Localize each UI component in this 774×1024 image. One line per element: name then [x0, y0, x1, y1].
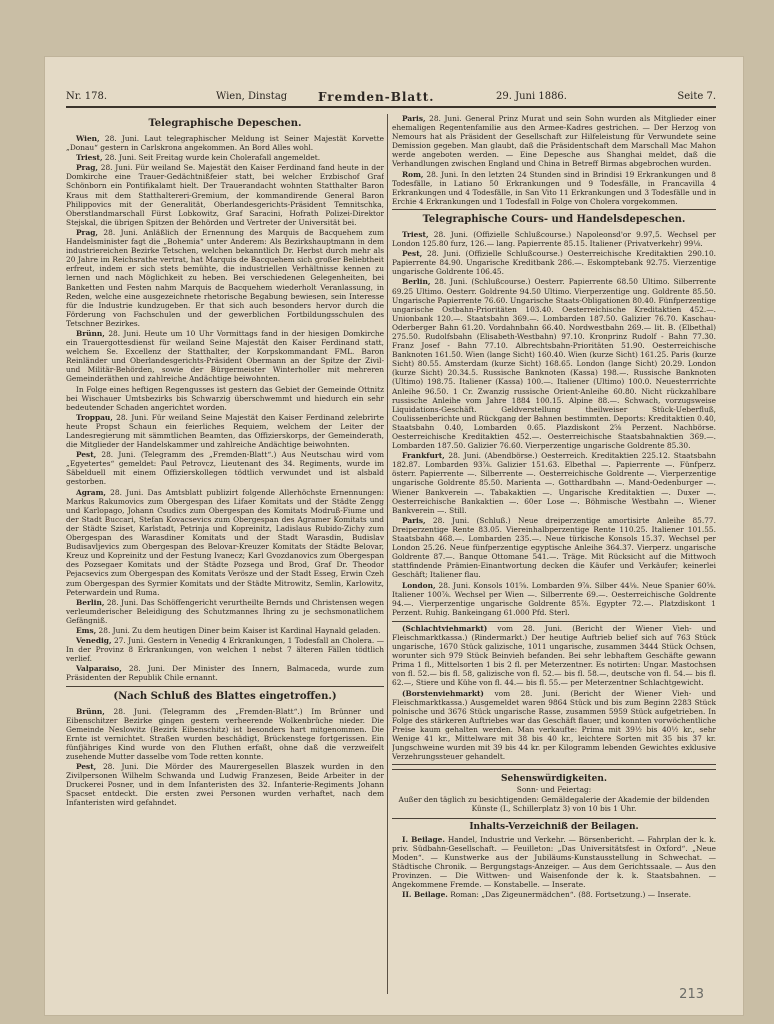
telegram-item — [66, 636, 384, 663]
late-news-list — [66, 707, 384, 808]
late-news-item — [66, 707, 384, 762]
article-text: 28. Juni. (Offizielle Schlußcourse.) Napoleonsd'or 9.97,5. Wechsel per London 125.80 furz, 126.— lang. Papierrente 85.15. Italiener (Privatverkehr) 99⅛. — [392, 229, 716, 249]
section-title-markets: Telegraphische Cours- und Handelsdepeschen. — [392, 209, 716, 226]
dateline: Valparaiso, — [76, 664, 122, 674]
article-text: 28. Juni. Seit Freitag wurde kein Cholerafall angemeldet. — [102, 153, 321, 163]
article-text: 28. Juni. Heute um 10 Uhr Vormittags fand in der hiesigen Domkirche ein Trauergottesdienst für weiland Seine Majestät den Kaiser Ferdinand statt, welchem Se. Excellenz der Statthalter, der Korpskommandant FML. Baron Reinländer und Oberlandesgerichts-Präsident Obermann an der Spitze der Zivil- und Militär-Behörden, sowie der Bürgermeister Winterholler mit mehreren Gemeinderäthen und zahlreiche Andächtige beiwohnten. — [66, 328, 384, 384]
column-divider — [387, 114, 388, 994]
page-number: Seite 7. — [677, 91, 716, 102]
article-text: 28. Juni. (Abendbörse.) Oesterreich. Kreditaktien 225.12. Staatsbahn 182.87. Lombarden 93⅞. Galizier 151.63. Elbethal —. Papierrente —. Fünfperz. österr. Papierrente —. Silberrente —. Oesterreichische Goldrente —. Vierperzentige ungarische Goldrente 85.50. Marienta —. Gotthardbahn —. Mand-Oedenburger —. Wiener Bankverein —. Tabakaktien —. Ungarische Kreditaktien —. Duxer —. Oesterreichische Bankaktien —. 60er Lose —. Böhmische Westbahn —. Wiener Bankverein —. Still. — [392, 451, 716, 515]
dateline: Pest, — [402, 249, 423, 259]
right-column — [392, 114, 716, 994]
city-day: Wien, Dinstag — [216, 91, 288, 102]
article-text: 28. Juni. Konsols 101⅝. Lombarden 9⅞. Silber 44⅛. Neue Spanier 60⅝. Italiener 100⅞. Wechsel per Wien —. Silberrente 69.—. Oesterreichische Goldrente 94.—. Vierperzentige ungarische Goldrente 85⅞. Egypter 72.—. Platzdiskont 1 Perzent. Ruhig. Bankeingang 61.000 Pfd. Sterl. — [392, 580, 716, 617]
market-report-item — [392, 581, 716, 617]
late-news-item — [66, 762, 384, 807]
telegram-item — [66, 413, 384, 449]
dateline: Paris, — [402, 515, 426, 525]
sights-box — [392, 769, 716, 819]
telegram-item — [66, 664, 384, 682]
telegram-item — [66, 450, 384, 486]
dateline: Frankfurt, — [402, 451, 445, 461]
article-text: 28. Juni. Laut telegraphischer Meldung ist Seiner Majestät Korvette „Donau“ gestern in Carlskrona angekommen. An Bord Alles wohl. — [66, 134, 384, 153]
market-report-item — [392, 516, 716, 580]
telegram-item — [66, 598, 384, 625]
telegram-item — [66, 163, 384, 227]
article-text: 28. Juni. Für weiland Seine Majestät den Kaiser Ferdinand zelebrirte heute Propst Schaun ein feierliches Requiem, welchem der Leiter der Landesregierung mit sämmtlichen Beamten, das Offizierskorps, der Gemeinderath, die Mitglieder der Handelskammer und zahlreiche Andächtige beiwohnten. — [66, 412, 384, 450]
dateline: Brünn, — [76, 328, 105, 338]
market-report-item — [392, 277, 716, 450]
cattle-market-box — [392, 621, 716, 765]
dateline: Berlin, — [402, 277, 431, 287]
article-text: 28. Juni. Das Schöffengericht verurtheilte Bernds und Christensen wegen verleumderischer Beleidigung des Schutzmannes Ihring zu je sechsmonatlichem Gefängniß. — [66, 597, 384, 625]
dateline: Paris, — [402, 114, 426, 123]
section-title-telegrams: Telegraphische Depeschen. — [148, 118, 302, 129]
article-text: Handel, Industrie und Verkehr. — Börsenbericht. — Fahrplan der k. k. priv. Südbahn-Gesellschaft. — Feuilleton: „Das Universitätsfest in Oxford“. „Neue Moden“. — Kunstwerke aus der Jubiläums-Kunstausstellung in Schwechat. — Städtische Chronik. — Bergungstags-Anzeiger. — Aus dem Gerichtssaale. — Aus den Provinzen. — Die Wittwen- und Waisenfonde der k. k. Staatsbahnen. — Angekommene Fremde. — Konstabelle. — Inserate. — [392, 834, 716, 890]
telegram-list-continued — [392, 114, 716, 206]
dateline: Triest, — [402, 229, 429, 239]
article-text: Roman: „Das Zigeunermädchen“. (88. Fortsetzung.) — Inserate. — [447, 890, 691, 900]
sights-title: Sehenswürdigkeiten. — [500, 774, 608, 785]
dateline: I. Beilage. — [402, 834, 445, 844]
article-text: 28. Juni. Für weiland Se. Majestät den Kaiser Ferdinand fand heute in der Domkirche eine Trauer-Gedächtnißfeier statt, bei welcher Erzbischof Graf Schönborn ein Pontifikalamt hielt. Der Trauerandacht wohnten Statthalter Baron Kraus mit dem Statthaltereri-Gremium, der kommandirende General Baron Philippovics mit der Generalität, Oberlandesgerichts-Präsident Temnitschka, Oberstlandmarschall Fürst Lobkowitz, Graf Saracini, Hofrath Polizei-Direktor Stejskal, die übrigen Spitzen der Behörden und Vertreter der Universität bei. — [66, 163, 384, 227]
dateline: Troppau, — [76, 412, 113, 422]
telegram-item — [66, 134, 384, 152]
telegram-item — [392, 170, 716, 206]
dateline: Berlin, — [76, 597, 105, 607]
market-report-item — [392, 230, 716, 248]
late-news-title: (Nach Schluß des Blattes eingetroffen.) — [66, 686, 384, 703]
newspaper-page — [44, 56, 744, 1016]
telegram-item — [66, 385, 384, 412]
cattle-market-item — [392, 624, 716, 688]
page-header — [66, 90, 716, 108]
issue-date: 29. Juni 1886. — [496, 91, 567, 102]
left-column — [66, 114, 384, 994]
article-text: 28. Juni. (Offizielle Schlußcourse.) Oesterreichische Kreditaktien 290.10. Papierrente 84.90. Ungarische Kreditbank 286.—. Eskomptebank 92.75. Vierzentige ungarische Goldrente 106.45. — [392, 249, 716, 277]
dateline: Triest, — [76, 153, 103, 163]
issue-number: Nr. 178. — [66, 91, 108, 102]
article-text: 28. Juni. Das Amtsblatt publizirt folgende Allerhöchste Ernennungen: Markus Rakumovics zum Obergespan des Lifaer Komitats und der Städte Zengg und Karlopago, Johann Csudics zum Obergespan des Komitats Modruß-Fiume und der Stadt Buccari, Stefan Kovacsevics zum Obergespan des Agramer Komitats und der Städte Sziset, Karlstadt, Petrinja und Kopreinitz, Ladislaus Rubido-Zichy zum Obergespan des Warasdiner Komitats und der Stadt Warasdin, Budislav Budisavljevics zum Obergespan des Belovar-Kreuzer Komitats der Städte Belovar, Kreuz und Kopreinitz und der Festung Ivanecz; Karl Gvozdanovics zum Obergespan des Pozsegaer Komitats und der Städte Pozsega und Brod, Graf Dr. Theodor Pejacsevics zum Obergespan des Komitats Verösze und der Stadt Esseg, Erwin Czeh zum Obergespan des Syrmier Komitats und der Städte Mitrowitz, Semlin, Karlowitz, Peterwardein und Ruma. — [66, 487, 384, 597]
article-text: 28. Juni. (Schlußcourse.) Oesterr. Papierrente 68.50 Ultimo. Silberrente 69.25 Ultimo. Oesterr. Goldrente 94.50 Ultimo. Vierperzentige ung. Goldrente 85.50. Ungarische Papierrente 76.60. Ungarische Staats-Obligationen 80.40. Fünfperzentige ungarische Ostbahn-Prioritäten 103.40. Oesterreichische Kreditaktien 452.—. Unionbank 120.—. Staatsbahn 369.—. Lombarden 187.50. Galizier 76.70. Kaschau-Oderberger Bahn 61.20. Vordahnbahn 66.40. Nordwestbahn 269.— lit. B. (Elbethal) 275.50. Rudolfsbahn (Elisabeth-Westbahn) 97.10. Kronprinz Rudolf - Bahn 77.30. Franz Josef - Bahn 77.10. Albrechtsbahn-Prioritäten 51.90. Oesterreichische Banknoten 161.50. Wien (lange Sicht) 160.40. Wien (kurze Sicht) 161.25. Paris (kurze Sicht) 80.55. Amsterdam (kurze Sicht) 168.65. London (lange Sicht) 20.29. London (kurze Sicht) 20.34.5. Russische Banknoten (Kassa) 198.—. Russische Banknoten (Ultimo) 198.75. Italiener (Kassa) 100.—. Italiener (Ultimo) 100.0. Neuesterrrichte Anleihe 96.50. 1 Cr. Zwanzig russische Orient-Anleihe 60.80. Nicht rückzahlbare russische Anleihe vom Jahre 1884 100.15. Alpine 88.—. Schwach, vorzugsweise Liquidations-Geschäft. Geldverstellung theilweiser Stück-Ueberfluß, Coulissenberichte und Rückgang der Bahnen bestimmten. Deports: Kreditaktien 0.40, Staatsbahn 0.40, Lombarden 0.65. Plazdiskont 2⅝ Perzent. Nachbörse. Oesterreichische Kreditaktien 452.—. Oesterreichische Staatsbahnaktien 369.—. Lombarden 187.50. Galizier 76.60. Vierperzentige ungarische Goldrente 85.30. — [392, 277, 716, 451]
dateline: Pest, — [76, 450, 97, 460]
article-text: 28. Juni. Die Mörder des Maurergesellen Blaszek wurden in den Zivilpersonen Wilhelm Schwanda und Ludwig Franzesen, Beide Arbeiter in der Druckerei Posner, und in dem Infanteristen des 32. Infanterie-Regiments Johann Spacset entdeckt. Die ersten zwei Personen wurden verhaftet, nach dem Infanteristen wird gefahndet. — [66, 762, 384, 808]
dateline: Ems, — [76, 625, 97, 635]
dateline: Pest, — [76, 762, 97, 772]
dateline: Brünn, — [76, 706, 105, 716]
cattle-market-item — [392, 689, 716, 762]
dateline: Venedig, — [76, 636, 112, 646]
article-text: 28. Juni. Der Minister des Innern, Balmaceda, wurde zum Präsidenten der Republik Chile ernannt. — [66, 664, 384, 683]
pencil-annotation: 213 — [679, 987, 704, 1002]
supplement-item — [392, 835, 716, 890]
article-text: In Folge eines heftigen Regengusses ist gestern das Gebiet der Gemeinde Ottnitz bei Wischauer Umtsbezirks bis Schwarzig überschwemmt und hiedurch ein sehr bedeutender Schaden angerichtet worden. — [66, 384, 384, 412]
dateline: London, — [402, 580, 436, 590]
masthead-title: Fremden-Blatt. — [318, 90, 435, 104]
supplements-list — [392, 835, 716, 900]
dateline: Prag, — [76, 227, 98, 237]
article-text: 28. Juni. (Telegramm des „Fremden-Blatt“.) Aus Neutschau wird vom „Egyetertes“ gemeldet: Paul Petrovcz, Lieutenant des 34. Regiments, wurde im Säbelduell mit einem Offizierskollegen tödtlich verwundet und ist alsbald gestorben. — [66, 450, 384, 487]
article-text: 28. Juni. (Schluß.) Neue dreiperzentige amortisirte Anleihe 85.77. Dreiperzentige Rente 83.05. Viereinhalbperzentige Rente 110.25. Italiener 101.55. Staatsbahn 468.—. Lombarden 235.—. Neue türkische Konsols 15.37. Wechsel per London 25.26. Neue fünfperzentige egyptische Anleihe 364.37. Vierperz. ungarische Goldrente 87.—. Banque Ottomane 541.—. Träge. Mit Rücksicht auf die Mittwoch stattfindende Prämien-Einantwortung decken die Käufer und Verkäufer; keinerlei Geschäft; Italiener flau. — [392, 515, 716, 580]
sights-subtitle: Sonn- und Feiertag: — [516, 785, 592, 795]
article-text: vom 28. Juni. (Bericht der Wiener Vieh- und Fleischmarktkassa.) Ausgemeldet waren 9864 Stück und bis zum Beginn 2283 Stück polnische und 3676 Stück ungarische Rasse, zusammen 5959 Stück aufgetrieben. In Folge des stärkeren Auftriebes war das Geschäft flauer, und konnten vorwöchentliche Preise kaum gehalten werden. Man verkaufte: Prima mit 39½ bis 40½ kr., sehr Wenige 41 kr., Mittelware mit 38 bis 40 kr., leichtere Sorten mit 35 bis 37 kr. Jungschweine wurden mit 39 bis 44 kr. per Kilogramm lebenden Gewichtes exklusive Verzehrungssteuer gehandelt. — [392, 688, 716, 762]
dateline: Agram, — [76, 487, 106, 497]
telegram-item — [66, 329, 384, 384]
dateline: (Borstenviehmarkt) — [402, 688, 484, 698]
telegram-list — [66, 134, 384, 683]
article-text: 28. Juni. Anläßlich der Ernennung des Marquis de Bacquehem zum Handelsminister fagt die „Bohemia“ unter Anderem: Als Bezirkshauptmann in dem industriereichen Bezirke Tetschen, welchen bekanntlich Dr. Herbst durch mehr als 20 Jahre im Reichsrathe vertrat, hat Marquis de Bacquehem sich großer Beliebtheit erfreut, indem er sich stets bemühte, die industriellen Verhältnisse kennen zu lernen und nach Möglichkeit zu heben. Bei verschiedenen Gelegenheiten, bei Banketten und Festen nahm Marquis de Bacquehem wiederholt Veranlassung, in Reden, welche eine ausgezeichnete rhetorische Begabung bewiesen, sein Interesse für die Industrie kundzugeben. Er that sich auch besonders hervor durch die Förderung von Fachschulen und der gewerblichen Fortbildungsschulen des Tetschner Bezirkes. — [66, 227, 384, 328]
market-report-item — [392, 451, 716, 515]
telegram-item — [392, 114, 716, 169]
article-text: 28. Juni. In den letzten 24 Stunden sind in Brindisi 19 Erkrankungen und 8 Todesfälle, in Latiano 50 Erkrankungen und 9 Todesfälle, in Francavilla 4 Erkrankungen und 4 Todesfälle, in San Vito 11 Erkrankungen und 3 Todesfälle und in Erchie 4 Erkrankungen und 1 Todesfall in Folge von Cholera vorgekommen. — [392, 169, 716, 206]
article-text: 28. Juni. General Prinz Murat und sein Sohn wurden als Mitglieder einer ehemaligen Regentenfamilie aus den Armee-Kadres gestrichen. — Der Herzog von Nemours hat als Präsident der Gesellschaft zur Hilfeleistung für Verwundete seine Demission gegeben. Man glaubt, daß die Präsidentschaft dem Marschall Mac Mahon werde angeboten werden. — Eine Depesche aus Shanghai meldet, daß die Verhandlungen zwischen England und China in Betreff Birmas abgebrochen wurden. — [392, 114, 716, 169]
telegram-item — [66, 153, 384, 162]
market-report-item — [392, 249, 716, 276]
dateline: Rom, — [402, 169, 424, 179]
sights-body: Außer den täglich zu besichtigenden: Gemäldegalerie der Akademie der bildenden Künste (I., Schillerplatz 3) von 10 bis 1 Uhr. — [398, 795, 710, 814]
dateline: Prag, — [76, 163, 98, 173]
dateline: (Schlachtviehmarkt) — [402, 623, 488, 633]
article-text: 28. Juni. Zu dem heutigen Diner beim Kaiser ist Kardinal Haynald geladen. — [96, 625, 381, 635]
market-report-list — [392, 230, 716, 617]
article-text: 27. Juni. Gestern in Venedig 4 Erkrankungen, 1 Todesfall an Cholera. — In der Provinz 8 Erkrankungen, von welchen 1 nebst 7 älteren Fällen tödtlich verlief. — [66, 636, 384, 664]
article-text: vom 28. Juni. (Bericht der Wiener Vieh- und Fleischmarktkassa.) (Rindermarkt.) Der heutige Auftrieb belief sich auf 763 Stück ungarische, 1670 Stück galizische, 1011 ungarische, zusammen 3444 Stück Ochsen, worunter sich 979 Stück Beinvieh befanden. Bei sehr lebhaftem Geschäfte gewann Prima 1 fl., Mittelsorten 1 bis 2 fl. per Meterzentner. Es notirten: Ungar. Mastochsen von fl. 52.— bis fl. 58, galizische von fl. 52.— bis fl. 58.—, deutsche von fl. 54.— bis fl. 62.—, Stiere und Kühe von fl. 44.— bis fl. 55.— per Meterzentner Schlachtgewicht. — [392, 623, 716, 688]
dateline: Wien, — [76, 134, 100, 143]
telegram-item — [66, 228, 384, 328]
supplements-title: Inhalts-Verzeichniß der Beilagen. — [469, 822, 639, 833]
telegram-item — [66, 626, 384, 635]
telegram-item — [66, 488, 384, 597]
dateline: II. Beilage. — [402, 890, 448, 900]
supplement-item — [392, 890, 716, 899]
article-text: 28. Juni. (Telegramm des „Fremden-Blatt“.) Im Brünner und Eibenschitzer Bezirke gingen gestern verheerende Wolkenbrüche nieder. Die Gemeinde Neslowitz (Bezirk Eibenschitz) ist besonders hart mitgenommen. Die Ernte ist vernichtet. Straßen wurden beschädigt, Brückenstege fortgerissen. Ein fünfjähriges Kind wurde von den Fluthen erfaßt, ohne daß die verzweifelt zusehende Mutter dasselbe vom Tode retten konnte. — [66, 706, 384, 761]
